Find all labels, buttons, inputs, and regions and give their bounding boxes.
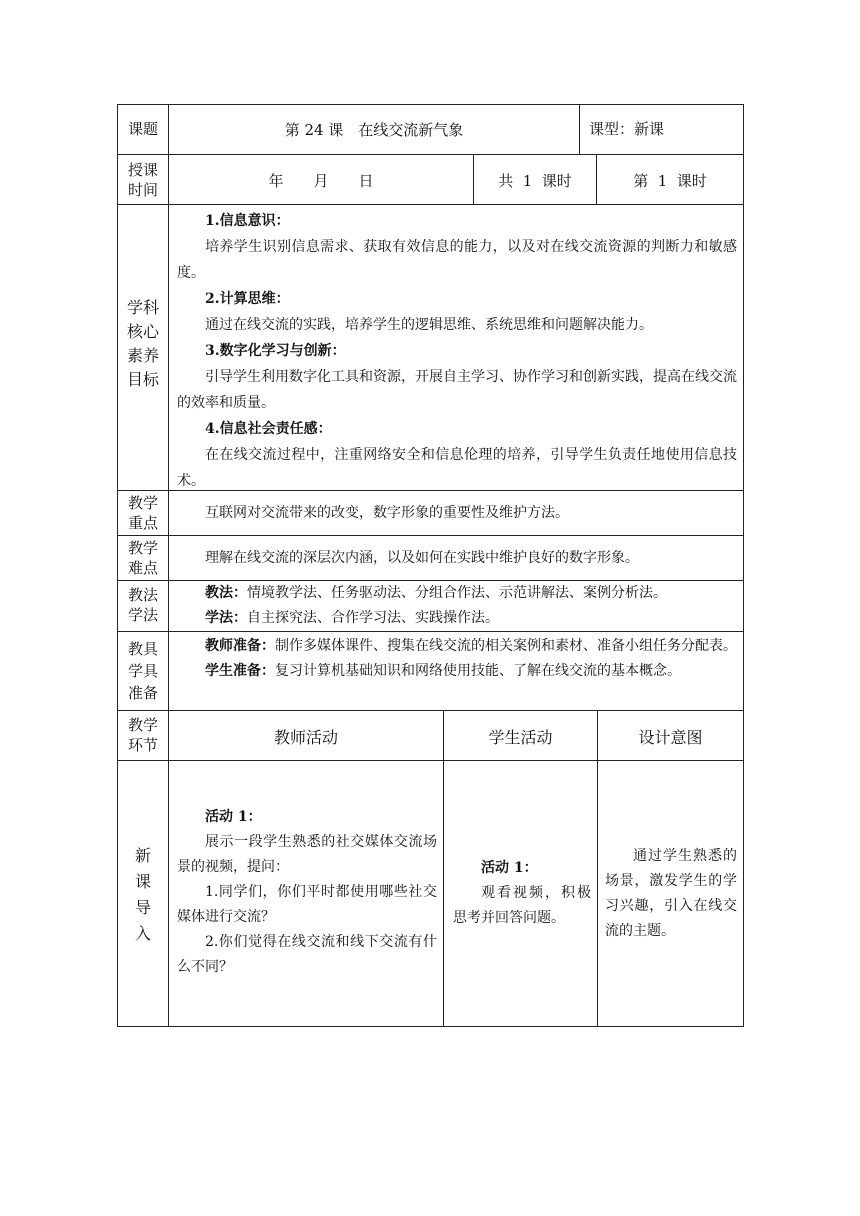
label-line: 核心 [126, 322, 159, 341]
label-line: 教法 [127, 586, 158, 604]
label-line: 入 [134, 924, 151, 943]
learning-method-line [177, 606, 737, 631]
learning-method-text: 自主探究法、合作学习法、实践操作法。 [247, 610, 499, 626]
student-prep-text: 复习计算机基础知识和网络使用技能、了解在线交流的基本概念。 [275, 663, 681, 679]
table-border-right [743, 104, 744, 1027]
teacher-question-2: 2.你们觉得在线交流和线下交流有什么不同？ [177, 934, 437, 975]
col-divider-activities-2 [597, 710, 598, 1026]
label-line: 学科 [126, 298, 159, 317]
teaching-date: 年 月 日 [268, 172, 374, 190]
student-activity-heading: 活动 1： [481, 860, 538, 876]
current-hour: 第 1 课时 [633, 172, 707, 190]
goals-content [177, 208, 737, 494]
teacher-activity-heading: 活动 1： [205, 809, 262, 825]
table-row-divider [117, 631, 744, 632]
header-design-intent: 设计意图 [638, 728, 703, 747]
goal-text: 培养学生识别信息需求、获取有效信息的能力，以及对在线交流资源的判断力和敏感度。 [177, 239, 737, 281]
difficult-points-text: 理解在线交流的深层次内涵，以及如何在实践中维护良好的数字形象。 [205, 550, 639, 566]
label-line: 重点 [127, 514, 158, 532]
label-line: 教学 [127, 539, 158, 557]
teaching-method-line [177, 581, 737, 606]
label-line: 准备 [127, 684, 158, 702]
teaching-method-label: 教法： [205, 585, 247, 601]
goal-heading: 3.数字化学习与创新： [205, 343, 346, 359]
label-teaching-stage [118, 715, 168, 755]
student-prep-label: 学生准备： [205, 663, 275, 679]
label-line: 导 [134, 898, 151, 917]
table-row-divider [117, 710, 744, 711]
goal-heading: 4.信息社会责任感： [205, 421, 332, 437]
table-row-divider [117, 154, 744, 155]
label-line: 课 [134, 872, 151, 891]
table-border-top [117, 104, 744, 105]
label-line: 教学 [127, 716, 158, 734]
table-row-divider [117, 535, 744, 536]
label-line: 难点 [127, 559, 158, 577]
label-line: 环节 [127, 736, 158, 754]
label-difficult-points [118, 538, 168, 578]
label-materials [118, 638, 168, 704]
label-core-literacy-goals [118, 296, 168, 392]
student-prep-line [177, 659, 737, 684]
table-row-divider [117, 204, 744, 205]
goal-heading: 2.计算思维： [205, 291, 290, 307]
label-line: 授课 [127, 161, 158, 179]
label-methods [118, 585, 168, 625]
learning-method-label: 学法： [205, 610, 247, 626]
teacher-prep-text: 制作多媒体课件、搜集在线交流的相关案例和素材、准备小组任务分配表。 [275, 638, 737, 654]
table-border-bottom [117, 1026, 744, 1027]
teacher-prep-label: 教师准备： [205, 638, 275, 654]
header-student-activity: 学生活动 [488, 728, 553, 747]
label-line: 教具 [127, 640, 158, 658]
label-key-points [118, 493, 168, 533]
student-activity-text: 观看视频，积极思考并回答问题。 [453, 885, 591, 926]
label-line: 教学 [127, 494, 158, 512]
header-teacher-activity: 教师活动 [273, 728, 338, 747]
teacher-activity-text: 展示一段学生熟悉的社交媒体交流场景的视频，提问： [177, 834, 437, 875]
label-line: 素养 [126, 346, 159, 365]
label-teaching-time [118, 160, 168, 200]
col-divider-activities-1 [443, 710, 444, 1026]
teacher-question-1: 1.同学们，你们平时都使用哪些社交媒体进行交流？ [177, 884, 437, 925]
goal-text: 通过在线交流的实践，培养学生的逻辑思维、系统思维和问题解决能力。 [205, 317, 653, 333]
col-divider-title [579, 104, 580, 154]
teaching-method-text: 情境教学法、任务驱动法、分组合作法、示范讲解法、案例分析法。 [247, 585, 667, 601]
key-points-text: 互联网对交流带来的改变，数字形象的重要性及维护方法。 [205, 505, 569, 521]
materials-content [177, 634, 737, 684]
label-line: 时间 [127, 181, 158, 199]
table-row-divider [117, 760, 744, 761]
goal-text: 引导学生利用数字化工具和资源，开展自主学习、协作学习和创新实践，提高在线交流的效率和质量。 [177, 369, 737, 411]
total-hours: 共 1 课时 [498, 172, 572, 190]
label-line: 学法 [127, 606, 158, 624]
label-line: 目标 [126, 370, 159, 389]
label-lesson-title: 课题 [127, 120, 158, 138]
goal-text: 在在线交流过程中，注重网络安全和信息伦理的培养，引导学生负责任地使用信息技术。 [177, 447, 737, 489]
teacher-prep-line [177, 634, 737, 659]
label-new-lesson-intro [118, 843, 168, 947]
lesson-title: 第 24 课 在线交流新气象 [284, 121, 464, 139]
design-intent-text: 通过学生熟悉的场景，激发学生的学习兴趣，引入在线交流的主题。 [605, 848, 737, 939]
teacher-activity-content [177, 805, 437, 980]
label-line: 新 [134, 846, 151, 865]
label-column-divider [168, 104, 169, 1027]
lesson-type: 课型：新课 [589, 120, 665, 138]
label-line: 学具 [127, 662, 158, 680]
student-activity-content [453, 856, 591, 931]
methods-content [177, 581, 737, 631]
goal-heading: 1.信息意识： [205, 213, 290, 229]
